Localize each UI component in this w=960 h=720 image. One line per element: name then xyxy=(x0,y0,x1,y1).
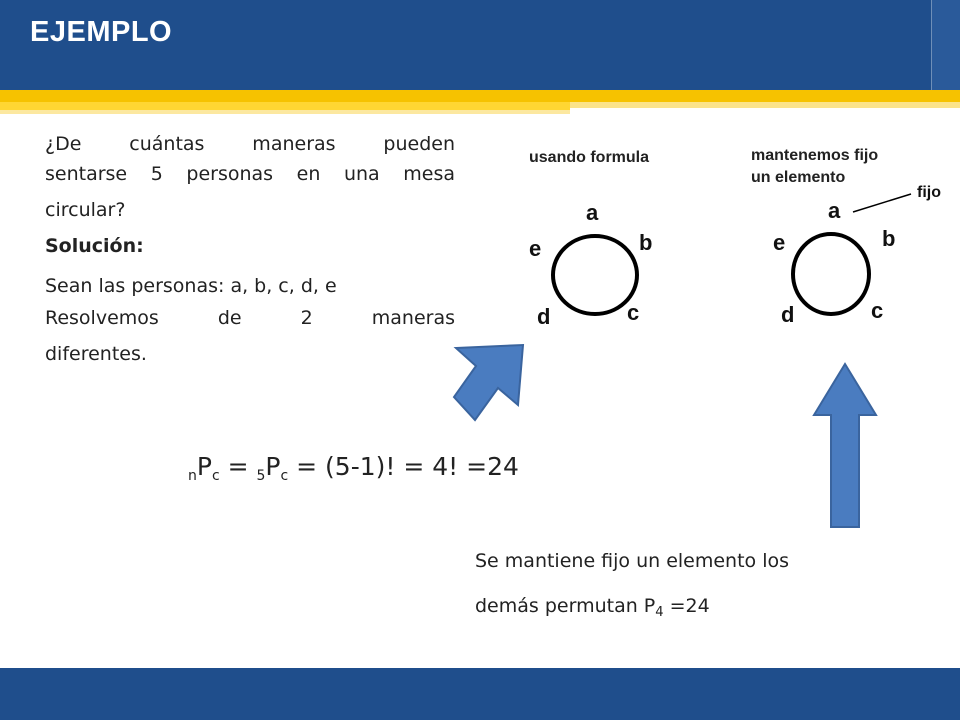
label-a: a xyxy=(586,200,599,225)
formula-p1: P xyxy=(196,452,212,481)
question-line-2: sentarse 5 personas en una mesa xyxy=(45,163,455,185)
question-line-1: ¿De cuántas maneras pueden xyxy=(45,133,455,155)
formula-sub-c1: c xyxy=(211,468,220,484)
question-line-3: circular? xyxy=(45,199,126,221)
up-arrow-icon xyxy=(814,364,876,527)
formula-sub-c2: c xyxy=(280,468,289,484)
label-d: d xyxy=(537,304,551,329)
slide-title: EJEMPLO xyxy=(30,16,173,48)
formula-eq1: = xyxy=(219,452,257,481)
note-line-1: Se mantiene fijo un elemento los xyxy=(475,550,790,572)
label-b: b xyxy=(882,226,896,251)
label-e: e xyxy=(529,236,542,261)
note-line-2-text: demás permutan P xyxy=(475,595,656,617)
note-line-2 xyxy=(475,595,915,620)
label-a: a xyxy=(828,198,841,223)
persons-line: Sean las personas: a, b, c, d, e xyxy=(45,275,337,297)
resolve-line-2: diferentes. xyxy=(45,343,147,365)
formula-p2: P xyxy=(265,452,281,481)
label-c: c xyxy=(871,298,884,323)
solution-label: Solución: xyxy=(45,235,144,257)
formula-sub-5: 5 xyxy=(256,468,266,484)
diagonal-arrow-icon xyxy=(454,345,523,420)
note-line-2-end: =24 xyxy=(663,595,710,617)
note-line-2-sub: 4 xyxy=(655,605,664,620)
label-c: c xyxy=(627,300,640,325)
formula-sub-n: n xyxy=(188,468,197,484)
footer-bar xyxy=(0,668,960,720)
label-b: b xyxy=(639,230,653,255)
label-e: e xyxy=(773,230,786,255)
diagram-right-caption-1: mantenemos fijo xyxy=(751,147,879,164)
diagram-left-caption: usando formula xyxy=(529,149,650,166)
formula xyxy=(188,452,519,484)
fixed-label: fijo xyxy=(917,184,941,201)
resolve-line-1: Resolvemos de 2 maneras xyxy=(45,307,455,329)
diagram-right-caption-2: un elemento xyxy=(751,169,846,186)
formula-rest: = (5-1)! = 4! =24 xyxy=(288,452,519,481)
label-d: d xyxy=(781,302,795,327)
